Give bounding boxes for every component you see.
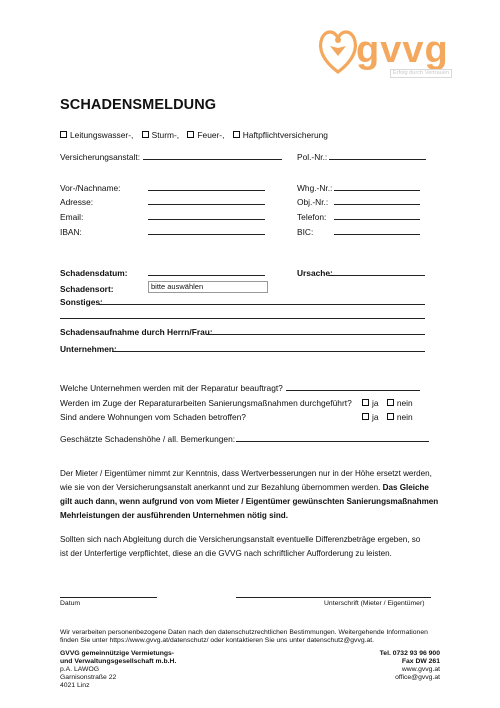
footer-contact xyxy=(380,650,440,682)
label-adresse: Adresse: xyxy=(60,197,94,207)
privacy-line: Wir verarbeiten personenbezogene Daten nach den datenschutzrechtlichen Bestimmungen. Weitergehende Informationen xyxy=(60,629,428,636)
label-schadensort: Schadensort: xyxy=(60,284,114,294)
label-bic: BIC: xyxy=(297,227,314,237)
checkbox-leitungswasser[interactable] xyxy=(60,131,67,138)
checkbox-renovation-nein[interactable] xyxy=(387,399,394,406)
checkbox-renovation-ja[interactable] xyxy=(362,399,369,406)
field-pol-nr[interactable] xyxy=(329,159,426,160)
label-email: Email: xyxy=(60,212,84,222)
field-obj-nr[interactable] xyxy=(334,204,420,205)
renovation-options xyxy=(362,398,413,408)
label-unternehmen: Unternehmen: xyxy=(60,344,117,354)
footer-line: p.A. LAWOG xyxy=(60,666,100,673)
label-nein: nein xyxy=(396,398,413,408)
label-unterschrift: Unterschrift (Mieter / Eigentümer) xyxy=(324,600,425,607)
paragraph-differences xyxy=(60,533,420,561)
footer-website[interactable]: www.gvvg.at xyxy=(401,666,440,673)
field-repair-companies[interactable] xyxy=(286,390,420,391)
label-haftpflicht: Haftpflichtversicherung xyxy=(242,130,328,140)
page-title: SCHADENSMELDUNG xyxy=(60,97,217,113)
field-unternehmen[interactable] xyxy=(112,351,425,352)
label-iban: IBAN: xyxy=(60,227,82,237)
field-email[interactable] xyxy=(148,219,265,220)
damage-type-row xyxy=(60,130,328,140)
label-sturm: Sturm-, xyxy=(151,130,180,140)
checkbox-apartments-ja[interactable] xyxy=(362,413,369,420)
footer-address xyxy=(60,650,176,690)
other-apartments-options xyxy=(362,412,413,422)
schadensort-select[interactable]: bitte auswählen xyxy=(148,281,268,293)
field-damage-estimate[interactable] xyxy=(236,441,429,442)
field-whg-nr[interactable] xyxy=(334,190,420,191)
label-ursache: Ursache: xyxy=(297,268,333,278)
field-schadensaufnahme[interactable] xyxy=(206,334,425,335)
field-datum[interactable] xyxy=(60,597,157,598)
logo-wordmark: gvvg xyxy=(356,29,449,71)
field-name[interactable] xyxy=(148,190,265,191)
field-telefon[interactable] xyxy=(334,219,420,220)
checkbox-feuer[interactable] xyxy=(187,131,194,138)
checkbox-haftpflicht[interactable] xyxy=(233,131,240,138)
label-feuer: Feuer-, xyxy=(197,130,225,140)
footer-phone: Tel. 0732 93 96 900 xyxy=(379,650,440,657)
field-schadensdatum[interactable] xyxy=(148,275,265,276)
label-ja: ja xyxy=(372,412,379,422)
field-iban[interactable] xyxy=(148,234,265,235)
privacy-line: finden Sie unter https://www.gvvg.at/datenschutz/ oder kontaktieren Sie uns unter datenschutz@gvvg.at. xyxy=(60,637,375,644)
question-repair-companies: Welche Unternehmen werden mit der Reparatur beauftragt? xyxy=(60,383,283,393)
footer-line: und Verwaltungsgesellschaft m.b.H. xyxy=(60,658,177,665)
paragraph-line: Mehrleistungen der ausführenden Unternehmen nötig sind. xyxy=(60,511,288,520)
paragraph-line: ist der Unterfertige verpflichtet, diese an die GVVG nach schriftlicher Aufforderung zu leisten. xyxy=(60,549,392,558)
field-ursache[interactable] xyxy=(329,275,425,276)
privacy-notice xyxy=(60,629,428,645)
paragraph-line: Der Mieter / Eigentümer nimmt zur Kenntnis, dass Wertverbesserungen nur in der Höhe ersetzt werden, xyxy=(60,469,432,478)
field-sonstiges[interactable] xyxy=(99,304,425,305)
field-versicherungsanstalt[interactable] xyxy=(143,159,282,160)
label-sonstiges: Sonstiges: xyxy=(60,297,103,307)
logo-mark-icon xyxy=(316,26,361,76)
paragraph-line xyxy=(60,481,438,495)
label-whg-nr: Whg.-Nr.: xyxy=(297,183,333,193)
label-leitungswasser: Leitungswasser-, xyxy=(70,130,134,140)
label-ja: ja xyxy=(372,398,379,408)
label-schadensaufnahme: Schadensaufnahme durch Herrn/Frau: xyxy=(60,327,213,337)
checkbox-apartments-nein[interactable] xyxy=(387,413,394,420)
label-telefon: Telefon: xyxy=(297,212,327,222)
field-adresse[interactable] xyxy=(148,204,265,205)
paragraph-bold-text: Das Gleiche xyxy=(382,483,429,492)
label-datum: Datum xyxy=(60,600,81,607)
field-sonstiges-line2[interactable] xyxy=(60,318,425,319)
footer-email[interactable]: office@gvvg.at xyxy=(395,674,440,681)
field-bic[interactable] xyxy=(334,234,420,235)
label-pol-nr: Pol.-Nr.: xyxy=(297,152,328,162)
footer-fax: Fax DW 261 xyxy=(401,658,440,665)
paragraph-terms xyxy=(60,467,438,523)
label-schadensdatum: Schadensdatum: xyxy=(60,268,128,278)
paragraph-text: wie sie von der Versicherungsanstalt anerkannt und zur Bezahlung übernommen werden. xyxy=(60,483,381,492)
footer-line: GVVG gemeinnützige Vermietungs- xyxy=(60,650,175,657)
question-other-apartments: Sind andere Wohnungen vom Schaden betroffen? xyxy=(60,412,246,422)
company-logo xyxy=(316,26,361,76)
label-versicherungsanstalt: Versicherungsanstalt: xyxy=(60,152,141,162)
question-damage-estimate: Geschätzte Schadenshöhe / all. Bemerkungen: xyxy=(60,434,236,444)
logo-slogan: Erfolg durch Vertrauen xyxy=(390,69,452,78)
footer-line: Garnisonstraße 22 xyxy=(60,674,117,681)
checkbox-sturm[interactable] xyxy=(142,131,149,138)
label-nein: nein xyxy=(396,412,413,422)
paragraph-line: gilt auch dann, wenn aufgrund von vom Mieter / Eigentümer gewünschten Sanierungsmaßnahmen xyxy=(60,497,439,506)
label-obj-nr: Obj.-Nr.: xyxy=(297,197,329,207)
paragraph-line: Sollten sich nach Abgleitung durch die Versicherungsanstalt eventuelle Differenzbeträge ergeben, so xyxy=(60,535,421,544)
field-unterschrift[interactable] xyxy=(236,597,431,598)
label-name: Vor-/Nachname: xyxy=(60,183,121,193)
question-renovation: Werden im Zuge der Reparaturarbeiten Sanierungsmaßnahmen durchgeführt? xyxy=(60,398,352,408)
footer-line: 4021 Linz xyxy=(60,682,90,689)
